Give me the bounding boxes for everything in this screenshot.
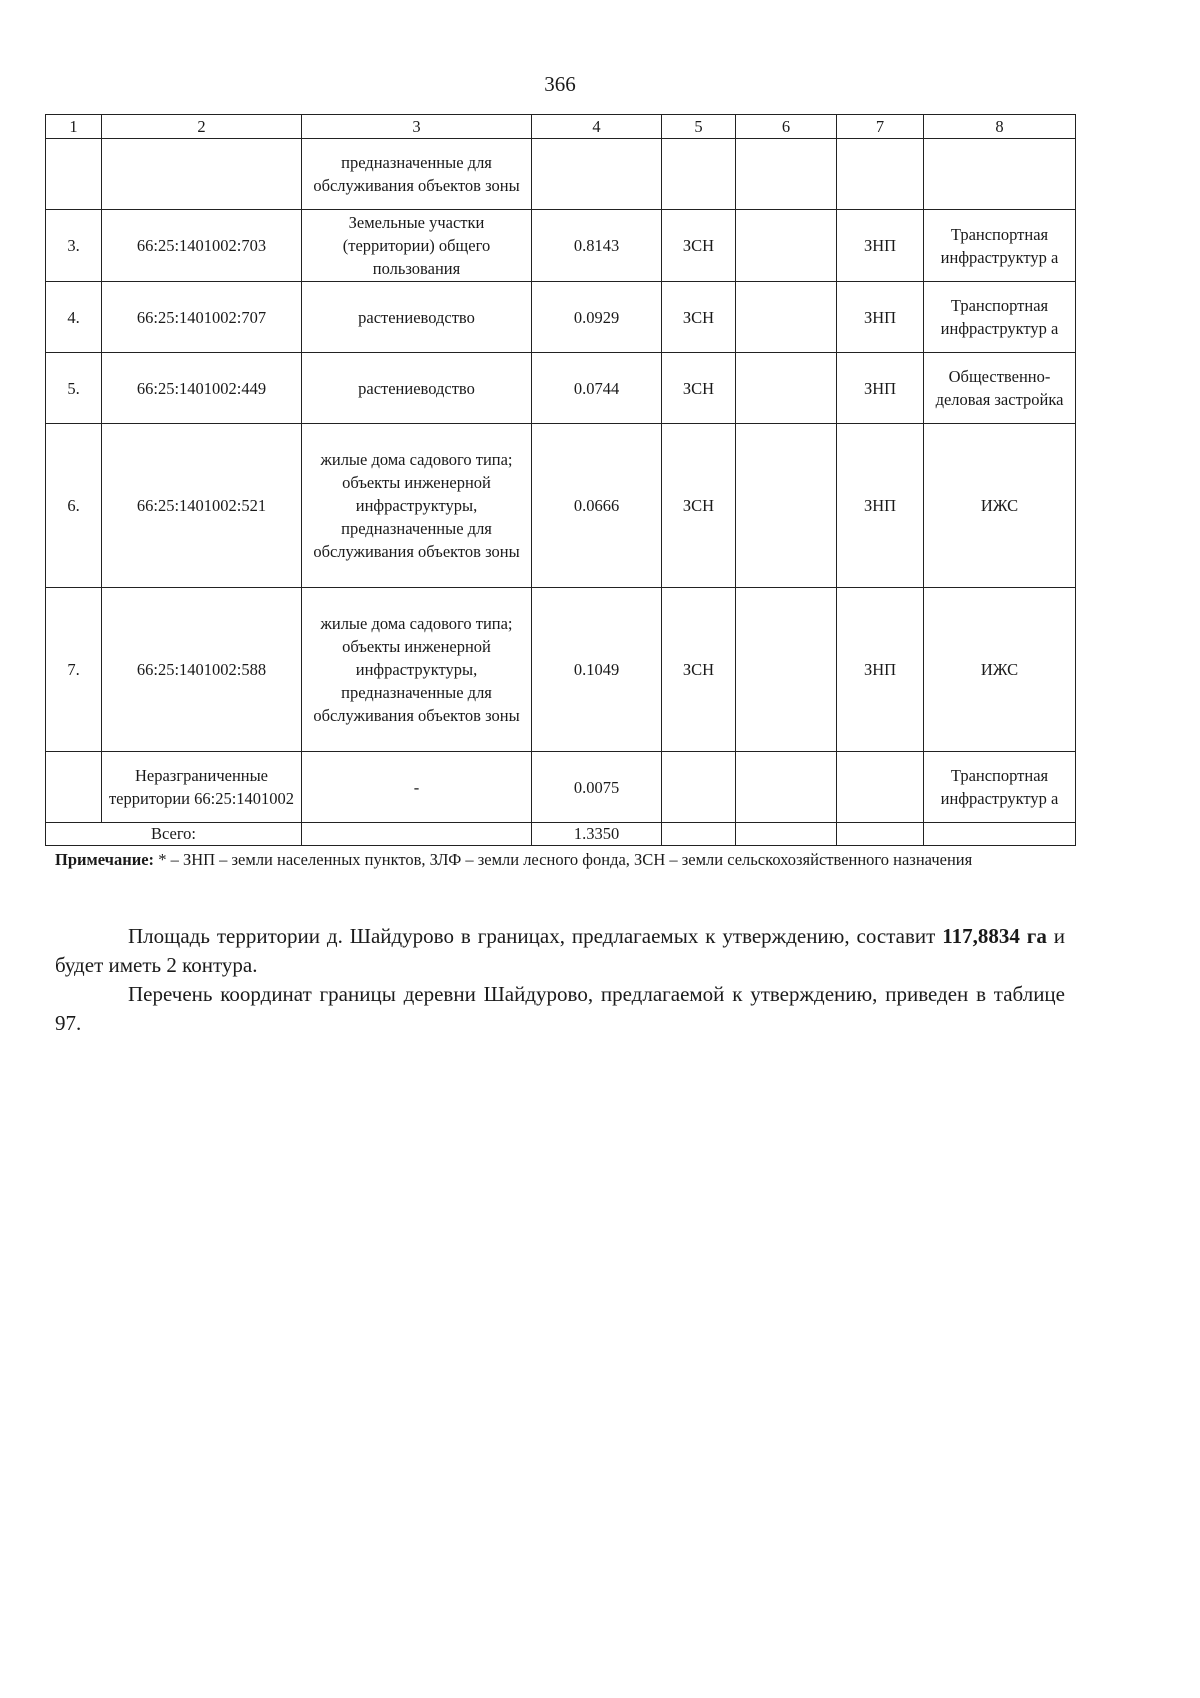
column-6-cell xyxy=(736,588,837,752)
cadastral-number-cell: 66:25:1401002:588 xyxy=(102,588,302,752)
proposed-category-cell xyxy=(837,752,924,823)
row-number-cell: 7. xyxy=(46,588,102,752)
current-category-cell xyxy=(662,139,736,210)
row-number-cell xyxy=(46,752,102,823)
proposed-category-cell: ЗНП xyxy=(837,353,924,424)
area-cell: 0.0929 xyxy=(532,282,662,353)
header-cell: 5 xyxy=(662,115,736,139)
permitted-use-cell: жилые дома садового типа; объекты инженерной инфраструктуры, предназначенные для обслуживания объектов зоны xyxy=(302,424,532,588)
proposed-category-cell: ЗНП xyxy=(837,424,924,588)
proposed-category-cell: ЗНП xyxy=(837,282,924,353)
total-label-cell: Всего: xyxy=(46,823,302,846)
zone-cell: Транспортная инфраструктур а xyxy=(924,210,1076,282)
table-row xyxy=(46,752,1076,823)
empty-cell xyxy=(302,823,532,846)
row-number-cell: 3. xyxy=(46,210,102,282)
area-cell: 0.8143 xyxy=(532,210,662,282)
row-number-cell: 4. xyxy=(46,282,102,353)
empty-cell xyxy=(736,823,837,846)
proposed-category-cell xyxy=(837,139,924,210)
empty-cell xyxy=(662,823,736,846)
area-cell: 0.0075 xyxy=(532,752,662,823)
zone-cell: ИЖС xyxy=(924,588,1076,752)
column-6-cell xyxy=(736,282,837,353)
cadastral-number-cell xyxy=(102,139,302,210)
total-area-cell: 1.3350 xyxy=(532,823,662,846)
area-cell xyxy=(532,139,662,210)
row-number-cell: 5. xyxy=(46,353,102,424)
table-row xyxy=(46,139,1076,210)
coordinates-paragraph: Перечень координат границы деревни Шайдурово, предлагаемой к утверждению, приведен в таблице 97. xyxy=(55,982,1065,1035)
column-6-cell xyxy=(736,353,837,424)
zone-cell: Транспортная инфраструктур а xyxy=(924,282,1076,353)
column-6-cell xyxy=(736,210,837,282)
cadastral-number-cell: 66:25:1401002:707 xyxy=(102,282,302,353)
table-row xyxy=(46,282,1076,353)
current-category-cell: ЗСН xyxy=(662,353,736,424)
table-total-row xyxy=(46,823,1076,846)
permitted-use-cell: растениеводство xyxy=(302,282,532,353)
area-cell: 0.1049 xyxy=(532,588,662,752)
area-paragraph-end: и будет иметь 2 контура. xyxy=(55,924,1066,977)
zone-cell: ИЖС xyxy=(924,424,1076,588)
empty-cell xyxy=(924,823,1076,846)
area-paragraph xyxy=(55,922,1065,980)
zone-cell: Транспортная инфраструктур а xyxy=(924,752,1076,823)
header-cell: 1 xyxy=(46,115,102,139)
current-category-cell: ЗСН xyxy=(662,210,736,282)
page-number: 366 xyxy=(544,72,576,96)
header-cell: 3 xyxy=(302,115,532,139)
header-cell: 6 xyxy=(736,115,837,139)
cadastral-number-cell: 66:25:1401002:449 xyxy=(102,353,302,424)
current-category-cell: ЗСН xyxy=(662,588,736,752)
current-category-cell: ЗСН xyxy=(662,424,736,588)
table-row xyxy=(46,210,1076,282)
area-value: 117,8834 га xyxy=(942,924,1047,948)
permitted-use-cell: - xyxy=(302,752,532,823)
zone-cell xyxy=(924,139,1076,210)
note-label: Примечание: xyxy=(55,850,155,869)
table-row xyxy=(46,424,1076,588)
empty-cell xyxy=(837,823,924,846)
area-cell: 0.0744 xyxy=(532,353,662,424)
table-header-row xyxy=(46,115,1076,139)
permitted-use-cell: растениеводство xyxy=(302,353,532,424)
header-cell: 8 xyxy=(924,115,1076,139)
proposed-category-cell: ЗНП xyxy=(837,210,924,282)
column-6-cell xyxy=(736,752,837,823)
table-row xyxy=(46,588,1076,752)
current-category-cell: ЗСН xyxy=(662,282,736,353)
header-cell: 7 xyxy=(837,115,924,139)
current-category-cell xyxy=(662,752,736,823)
header-cell: 2 xyxy=(102,115,302,139)
proposed-category-cell: ЗНП xyxy=(837,588,924,752)
area-cell: 0.0666 xyxy=(532,424,662,588)
land-plots-table xyxy=(45,114,1076,846)
zone-cell: Общественно-деловая застройка xyxy=(924,353,1076,424)
column-6-cell xyxy=(736,424,837,588)
table-note xyxy=(55,848,1065,871)
cadastral-number-cell: Неразграниченные территории 66:25:1401002 xyxy=(102,752,302,823)
column-6-cell xyxy=(736,139,837,210)
row-number-cell: 6. xyxy=(46,424,102,588)
header-cell: 4 xyxy=(532,115,662,139)
cadastral-number-cell: 66:25:1401002:521 xyxy=(102,424,302,588)
note-text: * – ЗНП – земли населенных пунктов, ЗЛФ – земли лесного фонда, ЗСН – земли сельскохозяйственного назначения xyxy=(158,850,973,869)
permitted-use-cell: Земельные участки (территории) общего пользования xyxy=(302,210,532,282)
permitted-use-cell: жилые дома садового типа; объекты инженерной инфраструктуры, предназначенные для обслуживания объектов зоны xyxy=(302,588,532,752)
area-paragraph-start: Площадь территории д. Шайдурово в границах, предлагаемых к утверждению, составит xyxy=(128,924,936,948)
cadastral-number-cell: 66:25:1401002:703 xyxy=(102,210,302,282)
row-number-cell xyxy=(46,139,102,210)
table-row xyxy=(46,353,1076,424)
permitted-use-cell: предназначенные для обслуживания объектов зоны xyxy=(302,139,532,210)
